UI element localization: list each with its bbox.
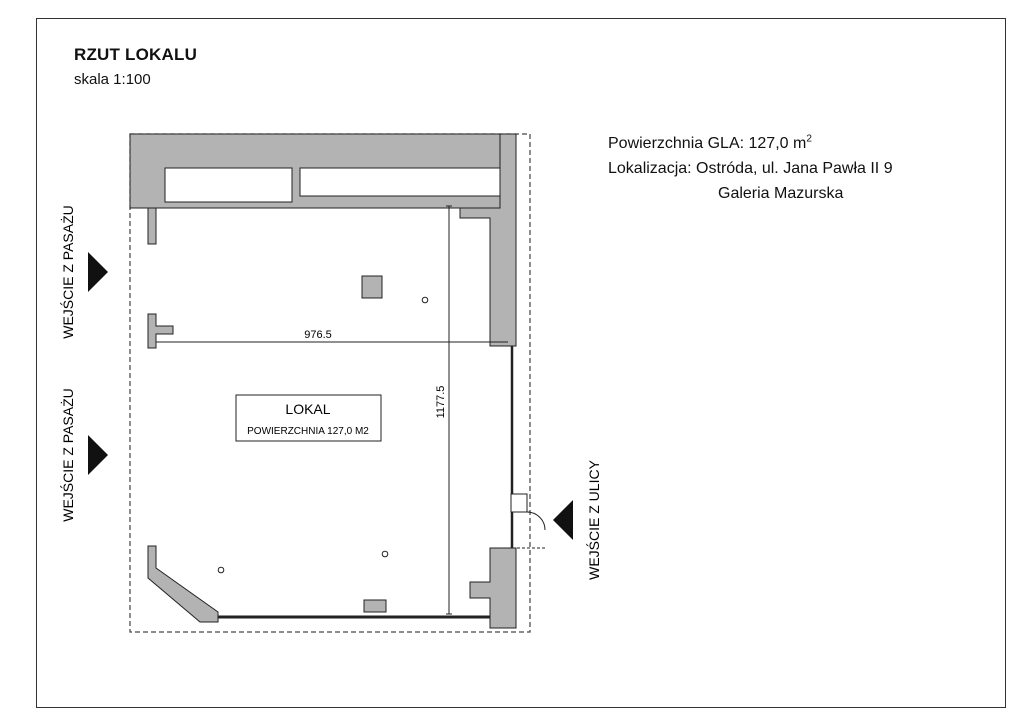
angled-wall (148, 546, 218, 622)
passage-bottom-arrow-icon (88, 435, 108, 475)
dim-width-text: 976.5 (304, 329, 332, 341)
column (362, 276, 382, 298)
passage-top-arrow-icon (88, 252, 108, 292)
street-arrow-icon (553, 500, 573, 540)
left-pier-upper (148, 208, 156, 244)
dim-height-text: 1177.5 (435, 385, 447, 419)
mall-name: Galeria Mazurska (718, 185, 844, 202)
unit-area: POWIERZCHNIA 127,0 M2 (247, 426, 369, 437)
fixture-circle (422, 297, 428, 303)
walls (130, 134, 516, 628)
entrance-passage-top: WEJŚCIE Z PASAŻU (60, 205, 76, 339)
entrance-street: WEJŚCIE Z ULICY (586, 460, 602, 580)
left-pier-middle (148, 314, 173, 348)
location-info: Lokalizacja: Ostróda, ul. Jana Pawła II 9 (608, 160, 893, 177)
plan-title: RZUT LOKALU (74, 45, 198, 64)
area-label: Powierzchnia GLA: 127,0 m (608, 135, 807, 152)
fixture-circle (218, 567, 224, 573)
plan-scale: skala 1:100 (74, 71, 151, 88)
top-wall-niche-left (165, 168, 292, 202)
bottom-bump (364, 600, 386, 612)
unit-label: LOKAL (285, 401, 331, 417)
fixture-circle (382, 551, 388, 557)
entrance-passage-bottom: WEJŚCIE Z PASAŻU (60, 388, 76, 522)
area-superscript: 2 (806, 133, 812, 145)
street-door (511, 494, 545, 548)
